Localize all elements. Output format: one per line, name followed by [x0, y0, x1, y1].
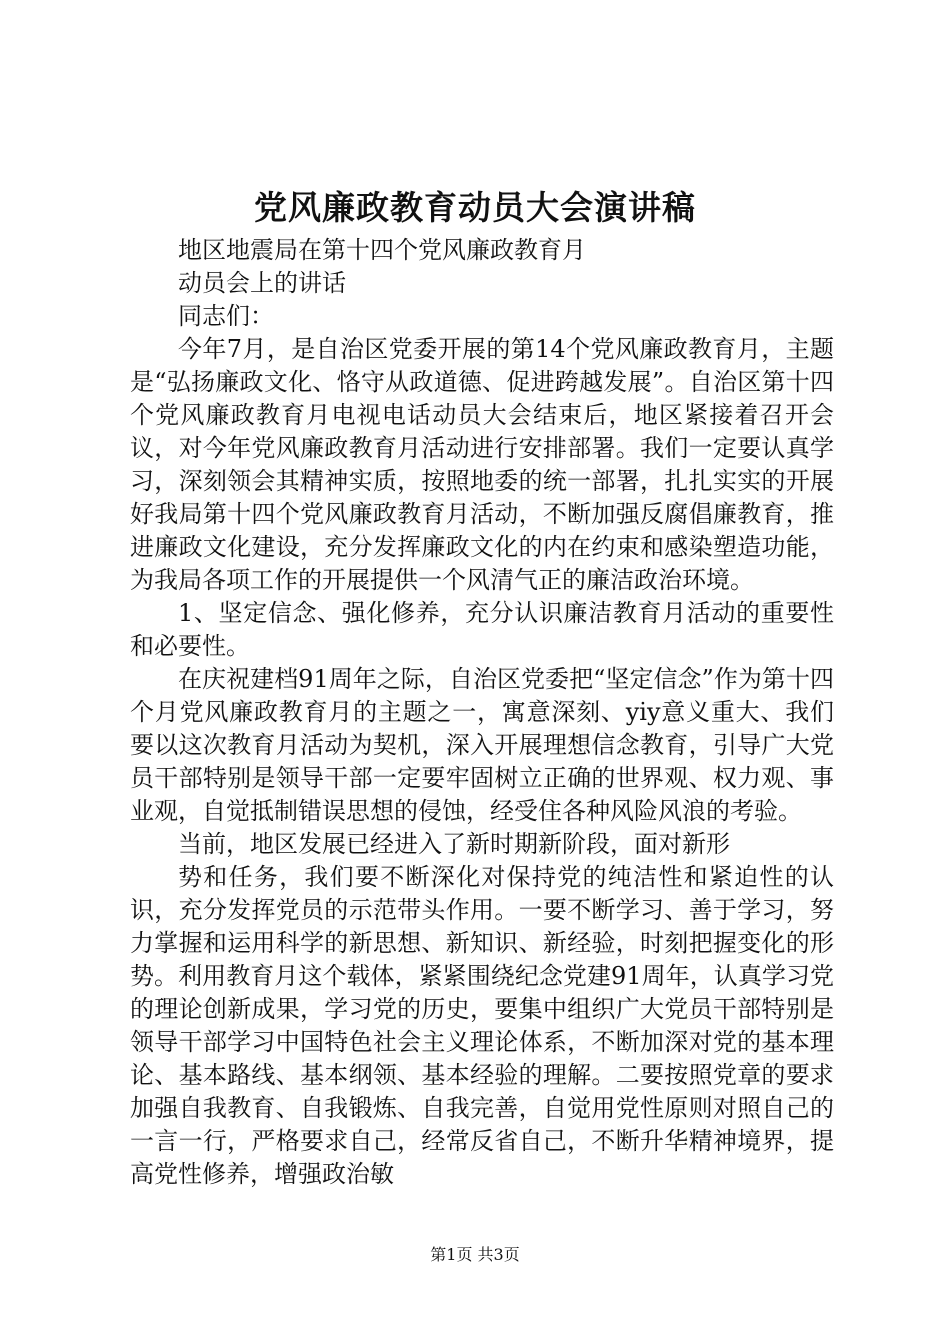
paragraph-subtitle-line-1: 地区地震局在第十四个党风廉政教育月 [178, 236, 586, 264]
page-footer: 第1页 共3页 [430, 1245, 520, 1264]
paragraph-body-2: 当前，地区发展已经进入了新时期新阶段，面对新形 [178, 830, 730, 858]
paragraph-body-3: 势和任务，我们要不断深化对保持党的纯洁性和紧迫性的认识，充分发挥党员的示范带头作用。一要不断学习、善于学习，努力掌握和运用科学的新思想、新知识、新经验，时刻把握变化的形势。利用教育月这个载体，紧紧围绕纪念党建91周年，认真学习党的理论创新成果，学习党的历史，要集中组织广大党员干部特别是领导干部学习中国特色社会主义理论体系，不断加深对党的基本理论、基本路线、基本纲领、基本经验的理解。二要按照党章的要求加强自我教育、自我锻炼、自我完善，自觉用党性原则对照自己的一言一行，严格要求自己，经常反省自己，不断升华精神境界，提高党性修养，增强政治敏 [130, 863, 834, 1188]
paragraph-body-1: 在庆祝建档91周年之际，自治区党委把“坚定信念”作为第十四个月党风廉政教育月的主题之一，寓意深刻、yiy意义重大、我们要以这次教育月活动为契机，深入开展理想信念教育，引导广大党员干部特别是领导干部一定要牢固树立正确的世界观、权力观、事业观，自觉抵制错误思想的侵蚀，经受住各种风险风浪的考验。 [130, 665, 834, 825]
document-body [130, 234, 834, 1191]
paragraph-salutation: 同志们： [178, 302, 274, 330]
paragraph-intro: 今年7月，是自治区党委开展的第14个党风廉政教育月，主题是“弘扬廉政文化、恪守从政道德、促进跨越发展”。自治区第十四个党风廉政教育月电视电话动员大会结束后，地区紧接着召开会议，对今年党风廉政教育月活动进行安排部署。我们一定要认真学习，深刻领会其精神实质，按照地委的统一部署，扎扎实实的开展好我局第十四个党风廉政教育月活动，不断加强反腐倡廉教育，推进廉政文化建设，充分发挥廉政文化的内在约束和感染塑造功能，为我局各项工作的开展提供一个风清气正的廉洁政治环境。 [130, 335, 834, 594]
document-title: 党风廉政教育动员大会演讲稿 [254, 188, 696, 227]
paragraph-subtitle-line-2: 动员会上的讲话 [178, 269, 346, 297]
paragraph-section-heading-1: 1、坚定信念、强化修养，充分认识廉洁教育月活动的重要性和必要性。 [130, 599, 834, 660]
